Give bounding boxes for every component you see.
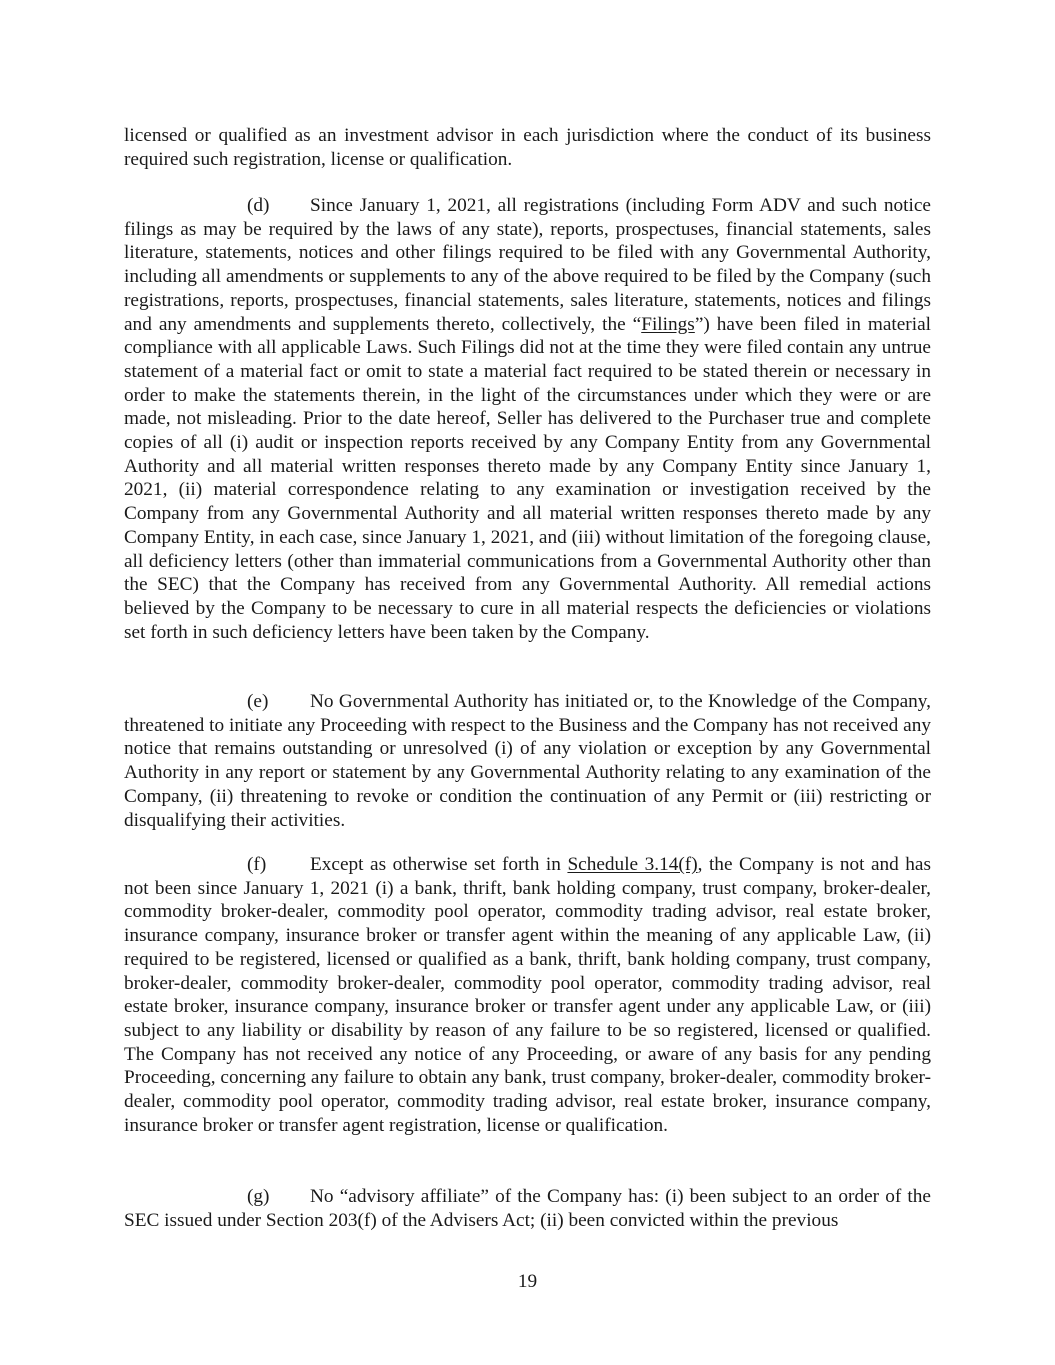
paragraph-g-label: (g)	[247, 1186, 270, 1207]
paragraph-f-text-2: , the Company is not and has not been since January 1, 2021 (i) a bank, thrift, bank holding company, trust company, broker-dealer, commodity broker-dealer, commodity pool operator, commodity trading advisor, real estate broker, insurance company, insurance broker or transfer agent within the meaning of any applicable Law, (ii) required to be registered, licensed or qualified as a bank, thrift, bank holding company, trust company, broker-dealer, commodity broker-dealer, commodity pool operator, commodity trading advisor, real estate broker, insurance company, insurance broker or transfer agent under any applicable Law, or (iii) subject to any liability or disability by reason of any failure to be so registered, licensed or qualified. The Company has not received any notice of any Proceeding, or aware of any basis for any pending Proceeding, concerning any failure to obtain any bank, trust company, broker-dealer, commodity broker-dealer, commodity pool operator, commodity trading advisor, real estate broker, insurance company, insurance broker or transfer agent registration, license or qualification.	[124, 854, 931, 1136]
paragraph-e	[124, 690, 931, 832]
filings-defined-term: Filings	[641, 313, 695, 335]
paragraph-e-label: (e)	[247, 691, 269, 712]
paragraph-d-text-1: Since January 1, 2021, all registrations (including Form ADV and such notice filings as may be required by the laws of any state), reports, prospectuses, financial statements, sales literature, statements, notices and other filings required to be filed with any Governmental Authority, including all amendments or supplements to any of the above required to be filed by the Company (such registrations, reports, prospectuses, financial statements, sales literature, statements, notices and filings and any amendments and supplements thereto, collectively, the “	[124, 195, 931, 335]
paragraph-f-text-1: Except as otherwise set forth in	[310, 854, 568, 875]
page-number: 19	[517, 1271, 538, 1292]
schedule-reference: Schedule 3.14(f)	[567, 854, 698, 875]
paragraph-g-text: No “advisory affiliate” of the Company has: (i) been subject to an order of the SEC issued under Section 203(f) of the Advisers Act; (ii) been convicted within the previous	[124, 1186, 931, 1231]
paragraph-d	[124, 194, 931, 644]
lead-paragraph: licensed or qualified as an investment advisor in each jurisdiction where the conduct of its business required such registration, license or qualification.	[124, 125, 931, 170]
paragraph-e-text: No Governmental Authority has initiated or, to the Knowledge of the Company, threatened to initiate any Proceeding with respect to the Business and the Company has not received any notice that remains outstanding or unresolved (i) of any violation or exception by any Governmental Authority in any report or statement by any Governmental Authority relating to any examination of the Company, (ii) threatening to revoke or condition the continuation of any Permit or (iii) restricting or disqualifying their activities.	[124, 691, 931, 831]
paragraph-d-text-2: ”) have been filed in material compliance with all applicable Laws. Such Filings did not at the time they were filed contain any untrue statement of a material fact or omit to state a material fact required to be stated therein or necessary in order to make the statements therein, in the light of the circumstances under which they were or are made, not misleading. Prior to the date hereof, Seller has delivered to the Purchaser true and complete copies of all (i) audit or inspection reports received by any Company Entity from any Governmental Authority and all material written responses thereto made by any Company Entity since January 1, 2021, (ii) material correspondence relating to any examination or investigation received by the Company from any Governmental Authority and all material written responses thereto made by any Company Entity, in each case, since January 1, 2021, and (iii) without limitation of the foregoing clause, all deficiency letters (other than immaterial communications from a Governmental Authority other than the SEC) that the Company has received from any Governmental Authority. All remedial actions believed by the Company to be necessary to cure in all material respects the deficiencies or violations set forth in such deficiency letters have been taken by the Company.	[124, 313, 931, 643]
paragraph-f-label: (f)	[247, 854, 267, 875]
paragraph-g	[124, 1185, 931, 1232]
paragraph-d-label: (d)	[247, 195, 270, 216]
paragraph-f	[124, 853, 931, 1137]
